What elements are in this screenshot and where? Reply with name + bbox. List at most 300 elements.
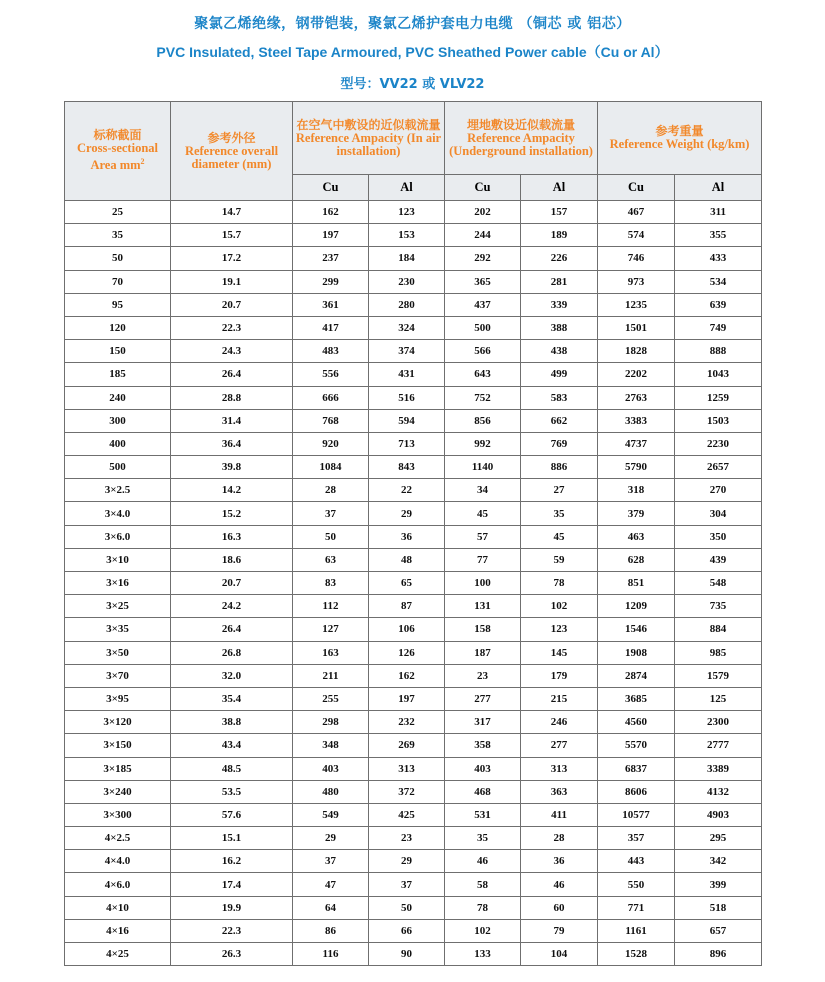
- table-cell: 771: [598, 896, 675, 919]
- table-cell: 3685: [598, 687, 675, 710]
- table-cell: 657: [675, 919, 762, 942]
- table-cell: 19.1: [171, 270, 293, 293]
- table-cell: 277: [521, 734, 598, 757]
- table-cell: 197: [369, 687, 445, 710]
- table-cell: 339: [521, 293, 598, 316]
- table-cell: 26.3: [171, 943, 293, 966]
- table-cell: 1235: [598, 293, 675, 316]
- table-cell: 36.4: [171, 432, 293, 455]
- table-cell: 35: [521, 502, 598, 525]
- header-ground-zh: 埋地敷设近似载流量: [467, 117, 576, 132]
- table-cell: 884: [675, 618, 762, 641]
- table-cell: 281: [521, 270, 598, 293]
- table-cell: 549: [293, 803, 369, 826]
- table-body: [65, 201, 762, 966]
- table-cell: 295: [675, 827, 762, 850]
- table-cell: 920: [293, 432, 369, 455]
- header-ground-ampacity: [445, 102, 598, 175]
- table-cell: 3×240: [65, 780, 171, 803]
- subheader-ground-al: Al: [521, 175, 598, 201]
- table-cell: 3389: [675, 757, 762, 780]
- table-cell: 500: [445, 316, 521, 339]
- table-cell: 973: [598, 270, 675, 293]
- table-cell: 4903: [675, 803, 762, 826]
- table-row: [65, 711, 762, 734]
- table-cell: 500: [65, 456, 171, 479]
- table-cell: 4×2.5: [65, 827, 171, 850]
- table-cell: 4132: [675, 780, 762, 803]
- table-cell: 36: [521, 850, 598, 873]
- table-cell: 26.8: [171, 641, 293, 664]
- table-cell: 985: [675, 641, 762, 664]
- table-cell: 22.3: [171, 316, 293, 339]
- table-cell: 26.4: [171, 618, 293, 641]
- table-cell: 2777: [675, 734, 762, 757]
- table-cell: 47: [293, 873, 369, 896]
- table-cell: 22.3: [171, 919, 293, 942]
- table-cell: 179: [521, 664, 598, 687]
- table-cell: 102: [445, 919, 521, 942]
- header-weight: [598, 102, 762, 175]
- table-row: [65, 943, 762, 966]
- table-cell: 57: [445, 525, 521, 548]
- table-cell: 666: [293, 386, 369, 409]
- table-cell: 2874: [598, 664, 675, 687]
- table-cell: 25: [65, 201, 171, 224]
- header-area-zh: 标称截面: [93, 128, 142, 143]
- table-cell: 246: [521, 711, 598, 734]
- table-cell: 298: [293, 711, 369, 734]
- table-row: [65, 548, 762, 571]
- table-cell: 374: [369, 340, 445, 363]
- table-row: [65, 363, 762, 386]
- header-air-zh: 在空气中敷设的近似载流量: [296, 117, 441, 132]
- table-cell: 550: [598, 873, 675, 896]
- table-cell: 43.4: [171, 734, 293, 757]
- table-cell: 123: [521, 618, 598, 641]
- table-cell: 112: [293, 595, 369, 618]
- table-cell: 106: [369, 618, 445, 641]
- table-cell: 17.4: [171, 873, 293, 896]
- table-cell: 752: [445, 386, 521, 409]
- table-cell: 643: [445, 363, 521, 386]
- table-cell: 95: [65, 293, 171, 316]
- table-cell: 348: [293, 734, 369, 757]
- table-cell: 3×2.5: [65, 479, 171, 502]
- table-row: [65, 664, 762, 687]
- table-cell: 304: [675, 502, 762, 525]
- subheader-air-al: Al: [369, 175, 445, 201]
- table-cell: 131: [445, 595, 521, 618]
- table-cell: 4×4.0: [65, 850, 171, 873]
- table-cell: 24.2: [171, 595, 293, 618]
- table-cell: 59: [521, 548, 598, 571]
- table-cell: 60: [521, 896, 598, 919]
- table-cell: 363: [521, 780, 598, 803]
- table-cell: 4×10: [65, 896, 171, 919]
- table-cell: 22: [369, 479, 445, 502]
- header-area-en: Cross-sectional Area $mm^2$: [76, 141, 158, 173]
- table-cell: 438: [521, 340, 598, 363]
- table-row: [65, 270, 762, 293]
- table-cell: 548: [675, 572, 762, 595]
- table-cell: 1546: [598, 618, 675, 641]
- table-row: [65, 850, 762, 873]
- table-cell: 20.7: [171, 572, 293, 595]
- table-cell: 38.8: [171, 711, 293, 734]
- table-cell: 3×300: [65, 803, 171, 826]
- subheader-ground-cu: Cu: [445, 175, 521, 201]
- table-cell: 58: [445, 873, 521, 896]
- table-cell: 735: [675, 595, 762, 618]
- table-cell: 32.0: [171, 664, 293, 687]
- table-row: [65, 734, 762, 757]
- table-cell: 3×70: [65, 664, 171, 687]
- table-row: [65, 502, 762, 525]
- table-cell: 516: [369, 386, 445, 409]
- table-row: [65, 757, 762, 780]
- table-cell: 856: [445, 409, 521, 432]
- table-cell: 46: [521, 873, 598, 896]
- table-cell: 3×16: [65, 572, 171, 595]
- table-cell: 48: [369, 548, 445, 571]
- table-cell: 499: [521, 363, 598, 386]
- table-cell: 566: [445, 340, 521, 363]
- table-cell: 1161: [598, 919, 675, 942]
- table-cell: 518: [675, 896, 762, 919]
- table-cell: 57.6: [171, 803, 293, 826]
- table-cell: 270: [675, 479, 762, 502]
- table-cell: 324: [369, 316, 445, 339]
- table-cell: 4×6.0: [65, 873, 171, 896]
- table-cell: 125: [675, 687, 762, 710]
- table-cell: 104: [521, 943, 598, 966]
- table-cell: 35.4: [171, 687, 293, 710]
- table-cell: 163: [293, 641, 369, 664]
- table-cell: 15.7: [171, 224, 293, 247]
- table-cell: 639: [675, 293, 762, 316]
- table-cell: 379: [598, 502, 675, 525]
- table-cell: 48.5: [171, 757, 293, 780]
- header-weight-zh: 参考重量: [655, 124, 704, 138]
- table-cell: 86: [293, 919, 369, 942]
- table-cell: 1503: [675, 409, 762, 432]
- table-cell: 662: [521, 409, 598, 432]
- table-cell: 16.2: [171, 850, 293, 873]
- table-cell: 78: [445, 896, 521, 919]
- table-row: [65, 641, 762, 664]
- table-cell: 431: [369, 363, 445, 386]
- table-cell: 468: [445, 780, 521, 803]
- table-cell: 372: [369, 780, 445, 803]
- table-cell: 280: [369, 293, 445, 316]
- table-row: [65, 525, 762, 548]
- table-cell: 400: [65, 432, 171, 455]
- table-cell: 4×16: [65, 919, 171, 942]
- table-cell: 480: [293, 780, 369, 803]
- table-cell: 23: [369, 827, 445, 850]
- table-cell: 240: [65, 386, 171, 409]
- table-cell: 3×185: [65, 757, 171, 780]
- table-cell: 3×50: [65, 641, 171, 664]
- table-cell: 888: [675, 340, 762, 363]
- table-cell: 2202: [598, 363, 675, 386]
- table-cell: 2657: [675, 456, 762, 479]
- table-cell: 27: [521, 479, 598, 502]
- table-cell: 100: [445, 572, 521, 595]
- table-cell: 83: [293, 572, 369, 595]
- table-cell: 425: [369, 803, 445, 826]
- table-cell: 37: [369, 873, 445, 896]
- table-cell: 90: [369, 943, 445, 966]
- table-cell: 35: [445, 827, 521, 850]
- table-cell: 35: [65, 224, 171, 247]
- table-cell: 531: [445, 803, 521, 826]
- table-cell: 992: [445, 432, 521, 455]
- table-cell: 6837: [598, 757, 675, 780]
- table-cell: 313: [521, 757, 598, 780]
- table-cell: 4737: [598, 432, 675, 455]
- table-row: [65, 316, 762, 339]
- table-cell: 65: [369, 572, 445, 595]
- table-cell: 1043: [675, 363, 762, 386]
- table-cell: 467: [598, 201, 675, 224]
- table-cell: 3383: [598, 409, 675, 432]
- table-cell: 232: [369, 711, 445, 734]
- table-cell: 79: [521, 919, 598, 942]
- table-cell: 277: [445, 687, 521, 710]
- table-cell: 3×35: [65, 618, 171, 641]
- table-row: [65, 247, 762, 270]
- table-cell: 28: [521, 827, 598, 850]
- table-cell: 102: [521, 595, 598, 618]
- table-cell: 202: [445, 201, 521, 224]
- table-cell: 411: [521, 803, 598, 826]
- table-cell: 70: [65, 270, 171, 293]
- header-air-en: Reference Ampacity (In air installation): [295, 130, 442, 158]
- table-cell: 3×25: [65, 595, 171, 618]
- table-cell: 358: [445, 734, 521, 757]
- table-cell: 318: [598, 479, 675, 502]
- table-cell: 749: [675, 316, 762, 339]
- subheader-air-cu: Cu: [293, 175, 369, 201]
- table-cell: 583: [521, 386, 598, 409]
- table-cell: 120: [65, 316, 171, 339]
- table-cell: 29: [369, 850, 445, 873]
- table-cell: 437: [445, 293, 521, 316]
- table-row: [65, 201, 762, 224]
- table-cell: 15.2: [171, 502, 293, 525]
- table-cell: 8606: [598, 780, 675, 803]
- table-cell: 299: [293, 270, 369, 293]
- header-air-ampacity: [293, 102, 445, 175]
- table-cell: 197: [293, 224, 369, 247]
- table-cell: 26.4: [171, 363, 293, 386]
- table-cell: 1084: [293, 456, 369, 479]
- table-cell: 1501: [598, 316, 675, 339]
- table-cell: 768: [293, 409, 369, 432]
- title-chinese: 聚氯乙烯绝缘，钢带铠装，聚氯乙烯护套电力电缆 （铜芯 或 铝芯）: [194, 16, 631, 32]
- table-cell: 53.5: [171, 780, 293, 803]
- table-row: [65, 456, 762, 479]
- table-cell: 594: [369, 409, 445, 432]
- table-cell: 2763: [598, 386, 675, 409]
- table-cell: 226: [521, 247, 598, 270]
- header-ground-en: Reference Ampacity (Underground installation): [449, 130, 593, 158]
- table-cell: 713: [369, 432, 445, 455]
- table-cell: 5790: [598, 456, 675, 479]
- table-cell: 4560: [598, 711, 675, 734]
- table-cell: 185: [65, 363, 171, 386]
- table-row: [65, 386, 762, 409]
- table-cell: 145: [521, 641, 598, 664]
- table-cell: 66: [369, 919, 445, 942]
- table-cell: 24.3: [171, 340, 293, 363]
- table-cell: 311: [675, 201, 762, 224]
- table-cell: 184: [369, 247, 445, 270]
- table-cell: 158: [445, 618, 521, 641]
- table-cell: 45: [445, 502, 521, 525]
- table-cell: 20.7: [171, 293, 293, 316]
- table-cell: 365: [445, 270, 521, 293]
- table-row: [65, 224, 762, 247]
- table-row: [65, 687, 762, 710]
- table-cell: 1209: [598, 595, 675, 618]
- table-cell: 34: [445, 479, 521, 502]
- table-cell: 31.4: [171, 409, 293, 432]
- table-cell: 388: [521, 316, 598, 339]
- table-cell: 317: [445, 711, 521, 734]
- header-diameter: [171, 102, 293, 201]
- table-cell: 1908: [598, 641, 675, 664]
- header-diameter-zh: 参考外径: [207, 130, 256, 145]
- title-english: PVC Insulated, Steel Tape Armoured, PVC Sheathed Power cable（Cu or Al）: [156, 44, 669, 60]
- table-cell: 50: [65, 247, 171, 270]
- table-row: [65, 896, 762, 919]
- table-row: [65, 618, 762, 641]
- table-row: [65, 780, 762, 803]
- table-row: [65, 803, 762, 826]
- table-cell: 417: [293, 316, 369, 339]
- table-cell: 851: [598, 572, 675, 595]
- table-cell: 4×25: [65, 943, 171, 966]
- table-cell: 3×150: [65, 734, 171, 757]
- table-cell: 403: [293, 757, 369, 780]
- table-cell: 269: [369, 734, 445, 757]
- table-cell: 534: [675, 270, 762, 293]
- table-cell: 77: [445, 548, 521, 571]
- table-cell: 37: [293, 850, 369, 873]
- table-cell: 255: [293, 687, 369, 710]
- table-row: [65, 293, 762, 316]
- table-cell: 3×6.0: [65, 525, 171, 548]
- table-cell: 769: [521, 432, 598, 455]
- table-cell: 37: [293, 502, 369, 525]
- table-cell: 162: [369, 664, 445, 687]
- table-cell: 211: [293, 664, 369, 687]
- table-cell: 2230: [675, 432, 762, 455]
- table-cell: 1579: [675, 664, 762, 687]
- table-cell: 342: [675, 850, 762, 873]
- table-cell: 1140: [445, 456, 521, 479]
- table-cell: 357: [598, 827, 675, 850]
- table-cell: 50: [293, 525, 369, 548]
- table-cell: 3×120: [65, 711, 171, 734]
- table-cell: 215: [521, 687, 598, 710]
- table-cell: 443: [598, 850, 675, 873]
- table-cell: 399: [675, 873, 762, 896]
- table-cell: 87: [369, 595, 445, 618]
- header-diameter-en: Reference overall diameter (mm): [184, 143, 279, 171]
- header-area: [65, 102, 171, 201]
- table-row: [65, 827, 762, 850]
- table-cell: 63: [293, 548, 369, 571]
- table-cell: 14.2: [171, 479, 293, 502]
- table-row: [65, 479, 762, 502]
- cable-spec-table: [64, 101, 762, 966]
- table-cell: 5570: [598, 734, 675, 757]
- table-cell: 29: [293, 827, 369, 850]
- table-cell: 23: [445, 664, 521, 687]
- table-cell: 153: [369, 224, 445, 247]
- table-cell: 123: [369, 201, 445, 224]
- table-cell: 14.7: [171, 201, 293, 224]
- table-cell: 36: [369, 525, 445, 548]
- table-cell: 1259: [675, 386, 762, 409]
- table-cell: 244: [445, 224, 521, 247]
- table-cell: 574: [598, 224, 675, 247]
- subheader-weight-al: Al: [675, 175, 762, 201]
- header-weight-en: Reference Weight (kg/km): [609, 137, 750, 151]
- table-cell: 403: [445, 757, 521, 780]
- table-cell: 896: [675, 943, 762, 966]
- table-cell: 28: [293, 479, 369, 502]
- table-cell: 17.2: [171, 247, 293, 270]
- table-cell: 127: [293, 618, 369, 641]
- table-row: [65, 340, 762, 363]
- table-cell: 313: [369, 757, 445, 780]
- table-cell: 628: [598, 548, 675, 571]
- table-cell: 78: [521, 572, 598, 595]
- table-cell: 18.6: [171, 548, 293, 571]
- table-cell: 116: [293, 943, 369, 966]
- table-cell: 2300: [675, 711, 762, 734]
- table-cell: 483: [293, 340, 369, 363]
- table-cell: 45: [521, 525, 598, 548]
- table-cell: 10577: [598, 803, 675, 826]
- table-cell: 126: [369, 641, 445, 664]
- table-cell: 29: [369, 502, 445, 525]
- table-cell: 361: [293, 293, 369, 316]
- model-label: 型号：VV22 或 VLV22: [340, 77, 485, 92]
- table-cell: 3×10: [65, 548, 171, 571]
- table-cell: 187: [445, 641, 521, 664]
- table-cell: 300: [65, 409, 171, 432]
- table-cell: 439: [675, 548, 762, 571]
- table-cell: 46: [445, 850, 521, 873]
- table-cell: 1828: [598, 340, 675, 363]
- table-row: [65, 409, 762, 432]
- table-cell: 16.3: [171, 525, 293, 548]
- table-cell: 189: [521, 224, 598, 247]
- table-cell: 3×4.0: [65, 502, 171, 525]
- table-cell: 64: [293, 896, 369, 919]
- table-cell: 28.8: [171, 386, 293, 409]
- table-cell: 355: [675, 224, 762, 247]
- table-cell: 39.8: [171, 456, 293, 479]
- table-cell: 433: [675, 247, 762, 270]
- table-cell: 157: [521, 201, 598, 224]
